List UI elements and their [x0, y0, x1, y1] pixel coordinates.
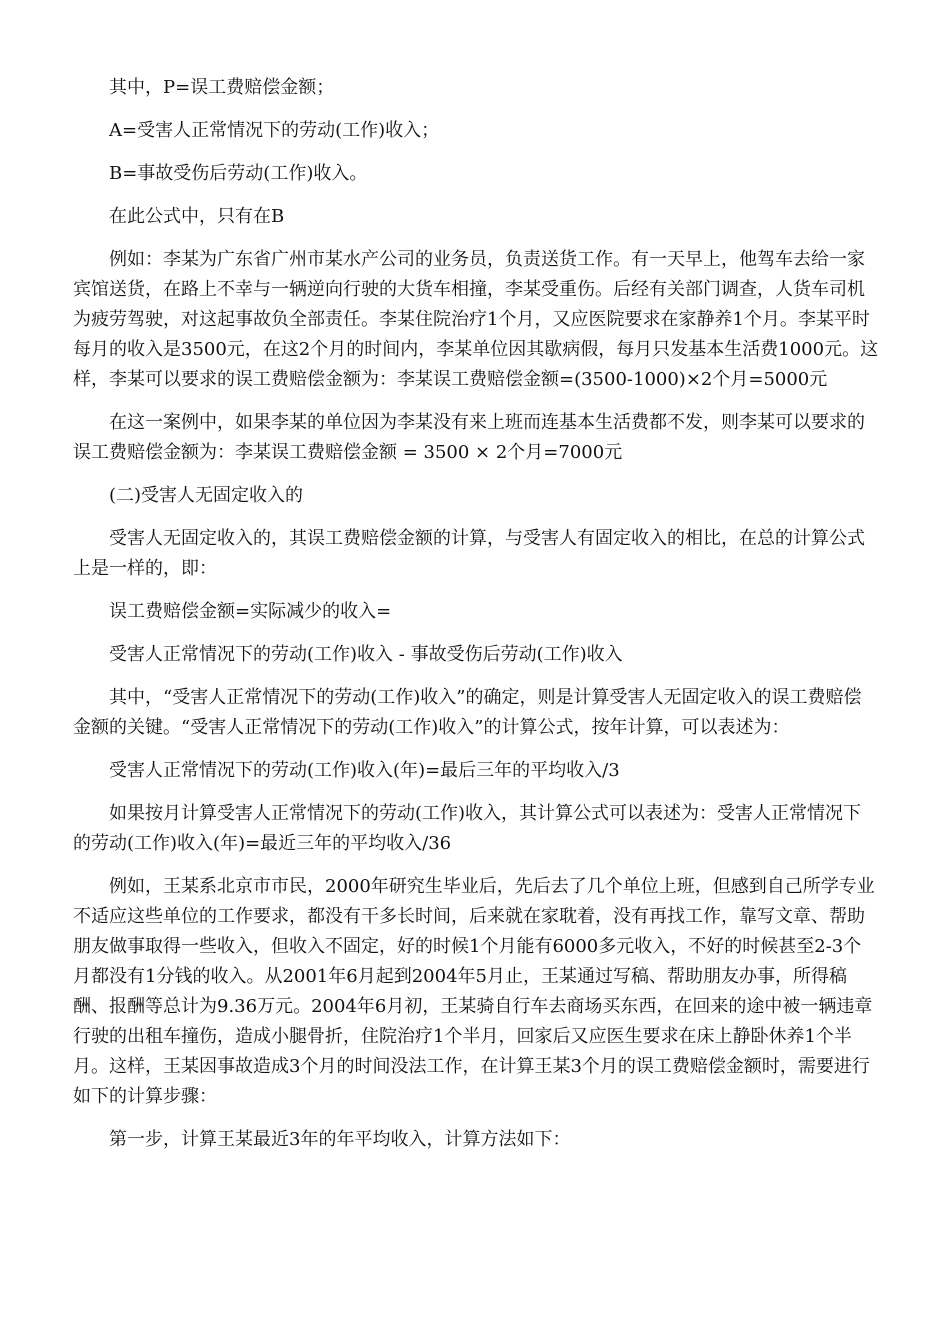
- paragraph-monthly-formula: 如果按月计算受害人正常情况下的劳动(工作)收入，其计算公式可以表述为：受害人正常情况下的劳动(工作)收入(年)=最近三年的平均收入/36: [73, 803, 862, 854]
- paragraph-step-one: 第一步，计算王某最近3年的年平均收入，计算方法如下：: [109, 1129, 571, 1150]
- paragraph-example-li-variant: 在这一案例中，如果李某的单位因为李某没有来上班而连基本生活费都不发，则李某可以要求的误工费赔偿金额为：李某误工费赔偿金额 = 3500 × 2个月=7000元: [73, 412, 865, 463]
- paragraph-formula-line-2: 受害人正常情况下的劳动(工作)收入 - 事故受伤后劳动(工作)收入: [109, 644, 623, 665]
- paragraph-general-formula-intro: 受害人无固定收入的，其误工费赔偿金额的计算，与受害人有固定收入的相比，在总的计算公式上是一样的，即：: [73, 528, 865, 579]
- section-heading-no-fixed-income: (二)受害人无固定收入的: [109, 485, 304, 506]
- paragraph-definition-p: 其中，P=误工费赔偿金额；: [109, 77, 335, 98]
- paragraph-key-income-explanation: 其中，“受害人正常情况下的劳动(工作)收入”的确定，则是计算受害人无固定收入的误工费赔偿金额的关键。“受害人正常情况下的劳动(工作)收入”的计算公式，按年计算，可以表述为：: [73, 687, 862, 738]
- paragraph-annual-formula: 受害人正常情况下的劳动(工作)收入(年)=最后三年的平均收入/3: [109, 760, 620, 781]
- paragraph-definition-a: A=受害人正常情况下的劳动(工作)收入；: [109, 120, 440, 141]
- paragraph-example-wang: 例如，王某系北京市市民，2000年研究生毕业后，先后去了几个单位上班，但感到自己所学专业不适应这些单位的工作要求，都没有干多长时间，后来就在家耽着，没有再找工作，靠写文章、帮助朋友做事取得一些收入，但收入不固定，好的时候1个月能有6000多元收入，不好的时候甚至2-3个月都没有1分钱的收入。从2001年6月起到2004年5月止，王某通过写稿、帮助朋友办事，所得稿酬、报酬等总计为9.36万元。2004年6月初，王某骑自行车去商场买东西，在回来的途中被一辆违章行驶的出租车撞伤，造成小腿骨折，住院治疗1个半月，回家后又应医生要求在床上静卧休养1个半月。这样，王某因事故造成3个月的时间没法工作，在计算王某3个月的误工费赔偿金额时，需要进行如下的计算步骤：: [73, 876, 875, 1107]
- paragraph-formula-note: 在此公式中，只有在B: [109, 206, 285, 227]
- document-page: [73, 73, 879, 1168]
- paragraph-formula-line-1: 误工费赔偿金额=实际减少的收入=: [109, 601, 392, 622]
- paragraph-example-li: 例如：李某为广东省广州市某水产公司的业务员，负责送货工作。有一天早上，他驾车去给一家宾馆送货，在路上不幸与一辆逆向行驶的大货车相撞，李某受重伤。后经有关部门调查，人货车司机为疲劳驾驶，对这起事故负全部责任。李某住院治疗1个月，又应医院要求在家静养1个月。李某平时每月的收入是3500元，在这2个月的时间内，李某单位因其歇病假，每月只发基本生活费1000元。这样，李某可以要求的误工费赔偿金额为：李某误工费赔偿金额=(3500-1000)×2个月=5000元: [73, 249, 879, 390]
- paragraph-definition-b: B=事故受伤后劳动(工作)收入。: [109, 163, 368, 184]
